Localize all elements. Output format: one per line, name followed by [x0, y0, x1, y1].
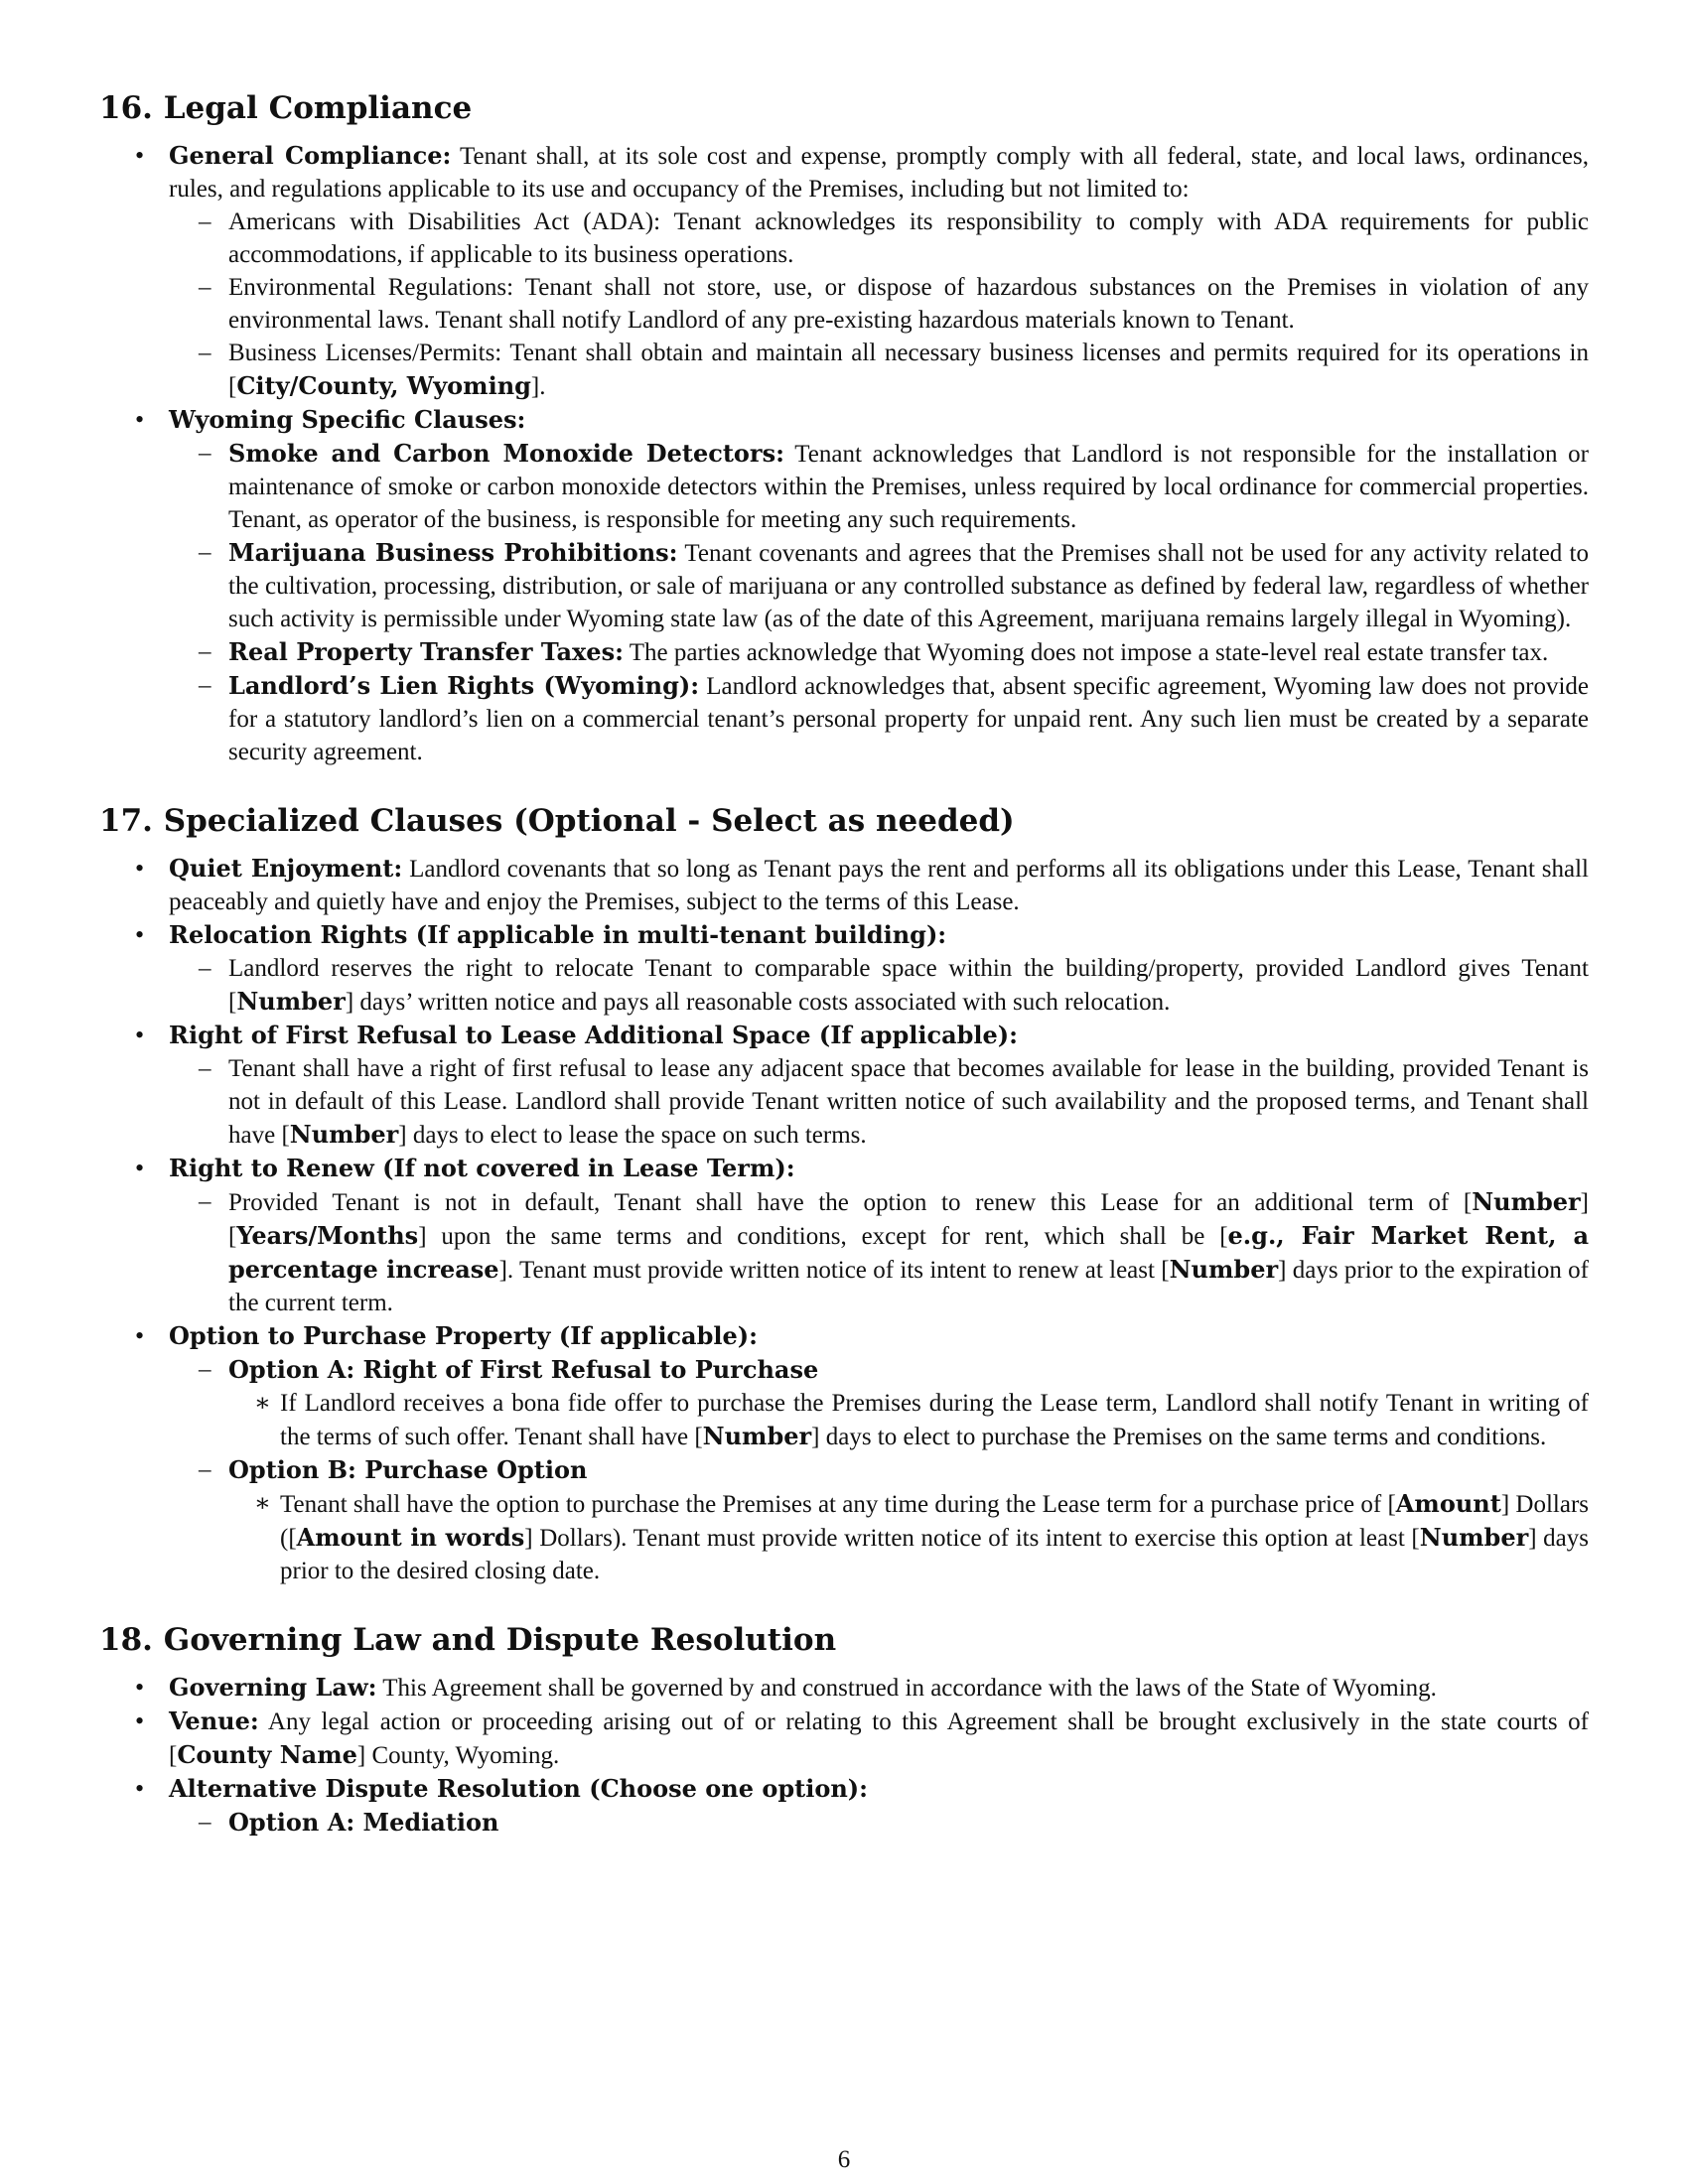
clause-right-to-renew: [99, 1152, 1589, 1319]
document-page: [99, 89, 1589, 1840]
subclause-ada: – Americans with Disabilities Act (ADA): Tenant acknowledges its responsibility to comply with ADA requirements for public accommodations, if applicable to its business operations.: [169, 205, 1589, 271]
clause-text: Business Licenses/Permits: Tenant shall obtain and maintain all necessary business licenses and permits required for its operations in [: [228, 340, 1589, 400]
clause-alternative-dispute-resolution: [99, 1772, 1589, 1840]
subclause-marijuana: [169, 536, 1589, 635]
clause-label: Smoke and Carbon Monoxide Detectors:: [228, 439, 784, 468]
subclause-renew: [169, 1185, 1589, 1319]
clause-text: Landlord acknowledges that, absent specific agreement, Wyoming law does not provide for a statutory landlord’s lien on a commercial tenant’s personal property for unpaid rent. Any such lien must be created by a separate security agreement.: [228, 673, 1589, 765]
clause-governing-law: [99, 1671, 1589, 1705]
purchase-options-sublist: [169, 1353, 1589, 1587]
section-18-list: [99, 1671, 1589, 1840]
clause-text: ] days to elect to purchase the Premises on the same terms and conditions.: [811, 1424, 1547, 1450]
clause-text: Tenant shall have the option to purchase the Premises at any time during the Lease term for a purchase price of [: [280, 1491, 1396, 1518]
placeholder-field: Amount in words: [296, 1523, 525, 1552]
clause-right-of-first-refusal-lease: [99, 1019, 1589, 1152]
clause-text: ] Dollars ([: [280, 1491, 1589, 1552]
clause-label: Landlord’s Lien Rights (Wyoming):: [228, 671, 700, 700]
clause-general-compliance: [99, 139, 1589, 403]
subclause-lien-rights: [169, 669, 1589, 768]
placeholder-field: Number: [236, 987, 346, 1016]
clause-text: ] days’ written notice and pays all reasonable costs associated with such relocation.: [345, 989, 1171, 1016]
clause-text: Tenant shall, at its sole cost and expense, promptly comply with all federal, state, and local laws, ordinances, rules, and regulations applicable to its use and occupancy of the Premises, including but not limited to:: [169, 143, 1589, 203]
clause-text: ]. Tenant must provide written notice of its intent to renew at least [: [498, 1257, 1170, 1284]
placeholder-field: Number: [1472, 1187, 1581, 1216]
clause-label: Wyoming Specific Clauses:: [169, 405, 526, 434]
placeholder-field: e.g., Fair Market Rent, a percentage increase: [228, 1221, 1589, 1284]
clause-relocation-rights: [99, 918, 1589, 1019]
clause-label: Quiet Enjoyment:: [169, 854, 403, 883]
subclause-mediation: [169, 1806, 1589, 1840]
clause-text: Landlord covenants that so long as Tenant pays the rent and performs all its obligations under this Lease, Tenant shall peaceably and quietly have and enjoy the Premises, subject to the terms of this Lease.: [169, 856, 1590, 915]
clause-text: Provided Tenant is not in default, Tenant shall have the option to renew this Lease for an additional term of [: [228, 1189, 1473, 1216]
placeholder-field: Number: [289, 1120, 399, 1149]
placeholder-field: County Name: [177, 1740, 357, 1769]
clause-label: Option B: Purchase Option: [228, 1455, 588, 1484]
general-compliance-sublist: [169, 205, 1589, 403]
clause-label: Option A: Right of First Refusal to Purchase: [228, 1355, 819, 1384]
subclause-business-licenses: [169, 337, 1589, 403]
clause-label: Governing Law:: [169, 1673, 377, 1702]
clause-label: Right of First Refusal to Lease Additional Space (If applicable):: [169, 1021, 1019, 1049]
clause-label: Right to Renew (If not covered in Lease Term):: [169, 1154, 795, 1182]
clause-label: General Compliance:: [169, 141, 452, 170]
clause-text: ] Dollars). Tenant must provide written notice of its intent to exercise this option at least [: [524, 1525, 1420, 1552]
placeholder-field: Number: [1169, 1255, 1279, 1284]
section-18-heading: 18. Governing Law and Dispute Resolution: [99, 1622, 837, 1658]
option-a-text: [228, 1387, 1589, 1453]
clause-label: Marijuana Business Prohibitions:: [228, 538, 678, 567]
page-number: 6: [837, 2146, 851, 2173]
clause-quiet-enjoyment: [99, 852, 1589, 918]
clause-option-to-purchase: [99, 1319, 1589, 1587]
section-16-list: [99, 139, 1589, 768]
clause-label: Option A: Mediation: [228, 1808, 499, 1837]
clause-text: ] days to elect to lease the space on such terms.: [398, 1122, 867, 1149]
clause-wyoming-specific: [99, 403, 1589, 768]
relocation-sublist: [169, 952, 1589, 1019]
clause-text: ] [: [228, 1189, 1589, 1250]
subclause-relocation: [169, 952, 1589, 1019]
option-b-text: [228, 1487, 1589, 1587]
clause-label: Venue:: [169, 1706, 259, 1735]
clause-label: Real Property Transfer Taxes:: [228, 637, 624, 666]
option-b-sublist: [228, 1487, 1589, 1587]
placeholder-field: Number: [702, 1422, 812, 1450]
clause-text: ] County, Wyoming.: [356, 1742, 560, 1769]
clause-text: Tenant covenants and agrees that the Premises shall not be used for any activity related to the cultivation, processing, distribution, or sale of marijuana or any controlled substance as defined by federal law, regardless of whether such activity is permissible under Wyoming state law (as of the date of this Agreement, marijuana remains largely illegal in Wyoming).: [228, 540, 1589, 632]
clause-text: If Landlord receives a bona fide offer to purchase the Premises during the Lease term, Landlord shall notify Tenant in writing of the terms of such offer. Tenant shall have [: [280, 1390, 1589, 1450]
placeholder-field: Years/Months: [236, 1221, 419, 1250]
section-17-list: [99, 852, 1589, 1587]
clause-text: ] upon the same terms and conditions, except for rent, which shall be [: [418, 1223, 1228, 1250]
clause-text: Tenant shall have a right of first refusal to lease any adjacent space that becomes available for lease in the building, provided Tenant is not in default of this Lease. Landlord shall provide Tenant written notice of such availability and the proposed terms, and Tenant shall have [: [228, 1055, 1589, 1149]
clause-label: Alternative Dispute Resolution (Choose one option):: [169, 1774, 869, 1803]
clause-text: Tenant acknowledges that Landlord is not responsible for the installation or maintenance of smoke or carbon monoxide detectors within the Premises, unless required by local ordinance for commercial properties. Tenant, as operator of the business, is responsible for meeting any such requirements.: [228, 441, 1589, 533]
option-a-sublist: [228, 1387, 1589, 1453]
placeholder-field: Amount: [1395, 1489, 1501, 1518]
clause-text: The parties acknowledge that Wyoming does not impose a state-level real estate transfer tax.: [623, 639, 1549, 666]
clause-venue: [99, 1705, 1589, 1772]
clause-text: Landlord reserves the right to relocate Tenant to comparable space within the building/property, provided Landlord gives Tenant [: [228, 955, 1589, 1016]
subclause-smoke-detectors: [169, 437, 1589, 536]
subclause-option-b: [169, 1453, 1589, 1587]
clause-label: Relocation Rights (If applicable in multi-tenant building):: [169, 920, 947, 949]
placeholder-field: Number: [1419, 1523, 1529, 1552]
clause-text: ] days prior to the expiration of the current term.: [228, 1257, 1590, 1316]
placeholder-field: City/County, Wyoming: [236, 371, 531, 400]
clause-text: This Agreement shall be governed by and construed in accordance with the laws of the State of Wyoming.: [376, 1675, 1437, 1702]
wyoming-sublist: [169, 437, 1589, 768]
clause-text: ].: [530, 373, 546, 400]
section-16-heading: 16. Legal Compliance: [99, 90, 473, 126]
adr-sublist: [169, 1806, 1589, 1840]
subclause-option-a: [169, 1353, 1589, 1453]
subclause-transfer-taxes: [169, 635, 1589, 669]
clause-label: Option to Purchase Property (If applicable):: [169, 1321, 758, 1350]
renew-sublist: [169, 1185, 1589, 1319]
section-17-heading: 17. Specialized Clauses (Optional - Select as needed): [99, 803, 1015, 839]
clause-text: ] days prior to the desired closing date.: [280, 1525, 1590, 1584]
rofr-sublist: [169, 1052, 1589, 1152]
subclause-environmental: – Environmental Regulations: Tenant shall not store, use, or dispose of hazardous substances on the Premises in violation of any environmental laws. Tenant shall notify Landlord of any pre-existing hazardous materials known to Tenant.: [169, 271, 1589, 337]
subclause-rofr: [169, 1052, 1589, 1152]
clause-text: Any legal action or proceeding arising out of or relating to this Agreement shall be brought exclusively in the state courts of [: [169, 1708, 1589, 1769]
